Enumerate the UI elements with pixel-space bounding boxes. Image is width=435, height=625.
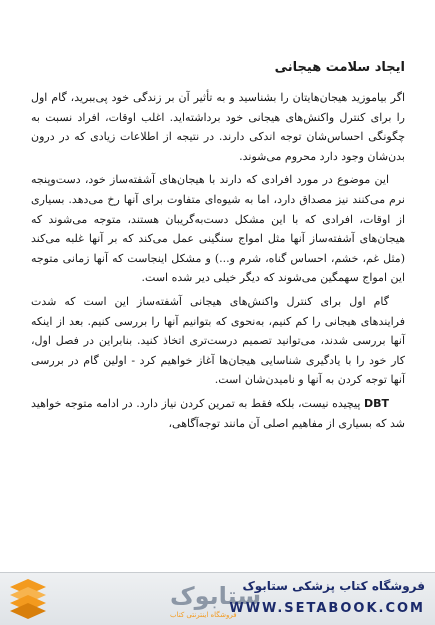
- paragraph-4-text: پیچیده نیست، بلکه فقط به تمرین کردن نیاز دارد. در ادامه متوجه خواهید شد که بسیاری از مفاهیم اصلی آن مانند توجه‌آگاهی،: [31, 396, 405, 430]
- body-text: [31, 88, 405, 437]
- logo-subtext: فروشگاه اینترنتی کتاب: [170, 611, 237, 619]
- store-name: فروشگاه کتاب پزشکی ستابوک: [242, 579, 425, 593]
- section-heading: ایجاد سلامت هیجانی: [274, 60, 405, 75]
- dbt-abbreviation: DBT: [363, 396, 389, 410]
- paragraph-1: اگر بیاموزید هیجان‌هایتان را بشناسید و به تأثیر آن بر زندگی خود پی‌ببرید، گام اول را برای کنترل واکنش‌های هیجانی خود برداشته‌اید. اغلب اوقات، افراد نسبت به چگونگی احساس‌شان توجه اندکی دارند. در نتیجه از اطلاعات زیادی که در درون بدن‌شان وجود دارد محروم می‌شوند.: [31, 91, 405, 163]
- book-stack-logo-icon: [6, 577, 50, 621]
- setabook-logo[interactable]: [6, 577, 262, 621]
- paragraph-2: این موضوع در مورد افرادی که دارند با هیجان‌های آشفته‌ساز خود، دست‌وپنجه نرم می‌کنند نیز مصداق دارد، اما به شیوه‌ای متفاوت برای آنها رخ می‌دهد. بسیاری از اوقات، افرادی که با این مشکل دست‌به‌گریبان هستند، متوجه می‌شوند که هیجان‌های آشفته‌ساز آنها مثل امواج سنگینی عمل می‌کند که بر آنها غلبه می‌کند (مثل غم، خشم، احساس گناه، شرم و...) و مشکل اینجاست که آنها زمانی متوجه این امواج سهمگین می‌شوند که دیگر خیلی دیر شده است.: [31, 173, 405, 285]
- setabook-wordmark: [50, 577, 262, 621]
- store-url-link[interactable]: WWW.SETABOOK.COM: [229, 601, 425, 616]
- paragraph-3: گام اول برای کنترل واکنش‌های هیجانی آشفته‌ساز این است که شدت فرایندهای هیجانی را کم کنیم، به‌نحوی که بتوانیم آنها را بررسی کنیم. بعد از اینکه آنها بررسی شدند، می‌توانید تصمیم درست‌تری اتخاذ کنید. بنابراین در فصل اول، کار خود را با یادگیری شناسایی هیجان‌ها آغاز خواهیم کرد - اولین گام در بررسی آنها توجه کردن به آنها و نامیدن‌شان است.: [31, 294, 405, 387]
- logo-wordmark-text: ستابوک: [170, 582, 262, 610]
- store-footer-banner[interactable]: [0, 572, 435, 625]
- paragraph-4: [31, 394, 405, 433]
